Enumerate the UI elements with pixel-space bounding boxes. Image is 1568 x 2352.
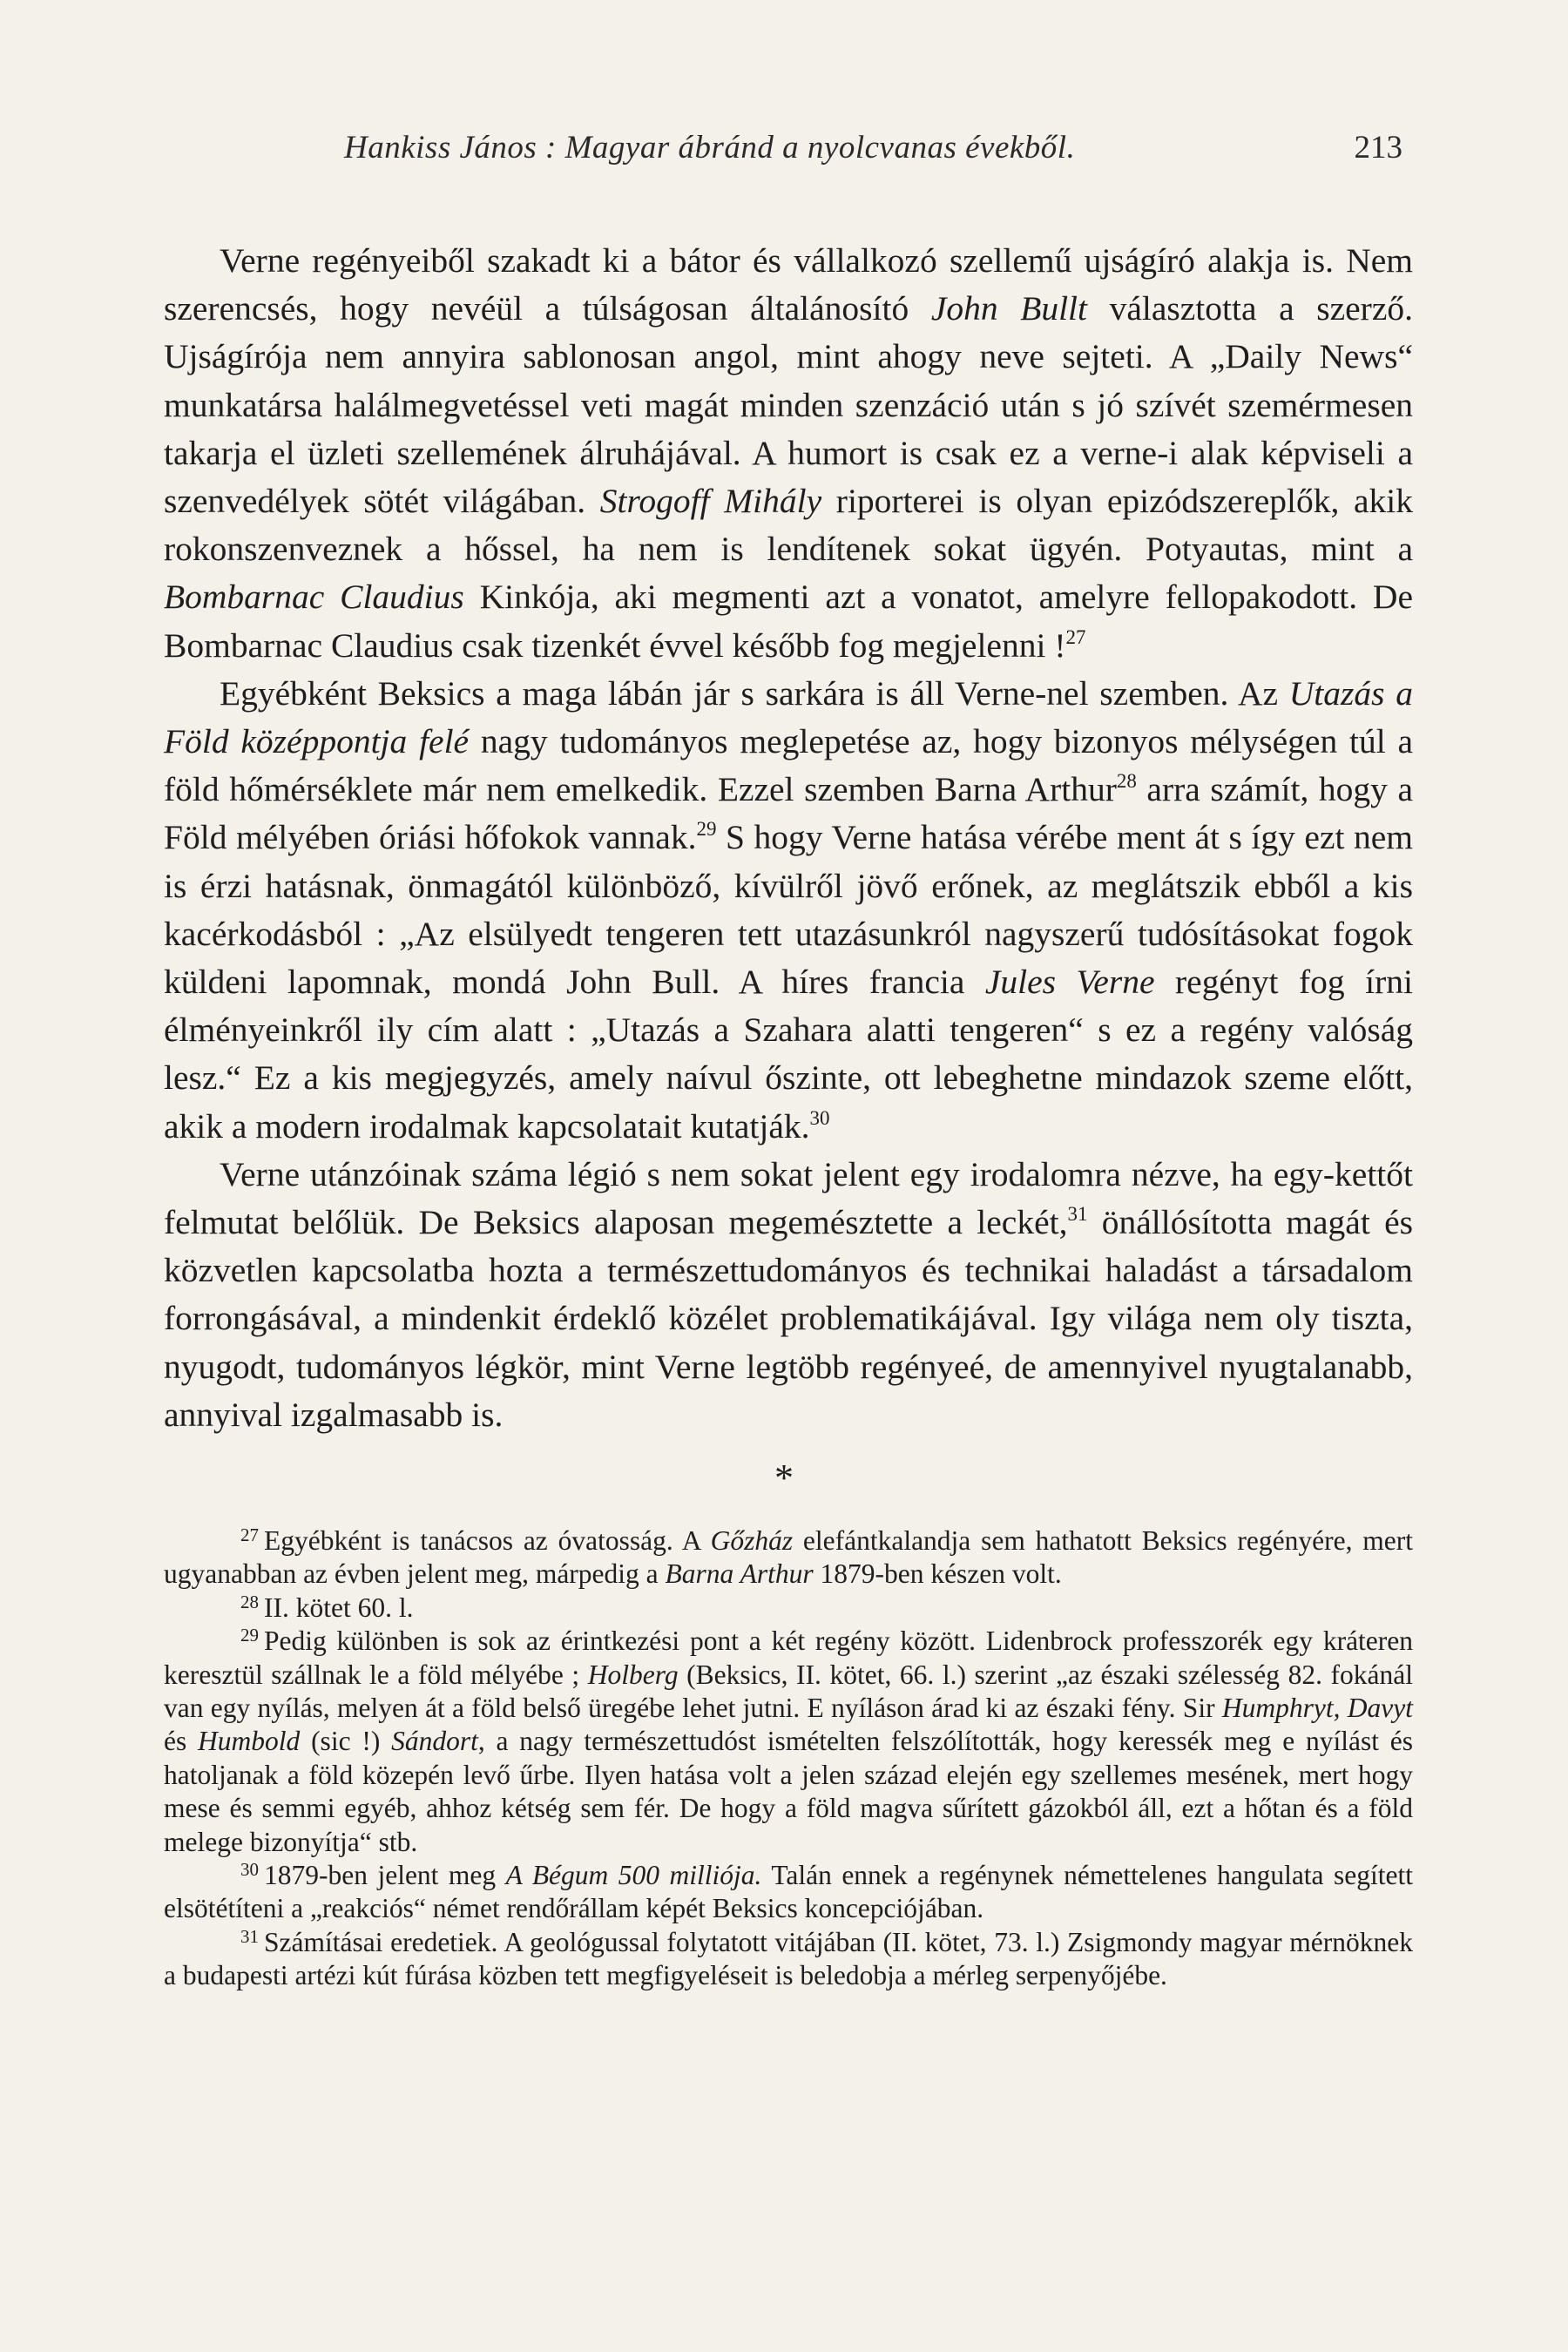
italic-name: Jules Verne xyxy=(984,963,1155,1002)
paragraph-1: Verne regényeiből szakadt ki a bátor és vállalkozó szellemű ujságíró alakja is. Nem szerencsés, hogy nevéül a túlságosan általánosító John Bullt választotta a szerző. Ujságírója nem annyira sablonosan angol, mint ahogy neve sejteti. A „Daily News“ munkatársa halálmegvetéssel veti magát minden szenzáció után s jó szívét szemérmesen takarja el üzleti szellemének álruhájával. A humort is csak ez a verne-i alak képviseli a szenvedélyek sötét világában. Strogoff Mihály riporterei is olyan epizódszereplők, akik rokonszenveznek a hőssel, ha nem is lendítenek sokat ügyén. Potyautas, mint a Bombarnac Claudius Kinkója, aki megmenti azt a vonatot, amelyre fellopakodott. De Bombarnac Claudius csak tizenkét évvel később fog megjelenni !$^{27}$ xyxy=(164,241,1413,665)
footnote-number: 31 xyxy=(240,1925,259,1947)
footnote-number: 29 xyxy=(240,1625,259,1646)
main-text xyxy=(164,237,1413,1439)
footnote-29: $^{29}$ Pedig különben is sok az érintkezési pont a két regény között. Lidenbrock professzorék egy kráteren keresztül szállnak le a föld mélyébe ; Holberg (Beksics, II. kötet, 66. l.) szerint „az északi szélesség 82. fokánál van egy nyílás, melyen át a föld belső üregébe lehet jutni. E nyíláson árad ki az északi fény. Sir Humphryt, Davyt és Humbold (sic !) Sándort, a nagy természettudóst ismételten felszólították, hogy keressék meg e nyílást és hatoljanak a föld közepén levő űrbe. Ilyen hatása volt a jelen század elején egy szellemes mesének, mert hogy mese és semmi egyéb, ahhoz kétség sem fér. De hogy a föld magva sűrített gázokból áll, ezt a hőtan és a föld melege bizonyítja“ stb. xyxy=(164,1625,1413,1857)
paragraph-3: Verne utánzóinak száma légió s nem sokat jelent egy irodalomra nézve, ha egy-kettőt felmutat belőlük. De Beksics alaposan megemésztette a leckét,$^{31}$ önállósította magát és közvetlen kapcsolatba hozta a természettudományos és technikai haladást a társadalom forrongásával, a mindenkit érdeklő közélet problematikájával. Igy világa nem oly tiszta, nyugodt, tudományos légkör, mint Verne legtöbb regényeé, de amennyivel nyugtalanabb, annyival izgalmasabb is. xyxy=(164,1154,1413,1434)
footnote-number: 30 xyxy=(240,1859,259,1881)
footnote-31: $^{31}$ Számításai eredetiek. A geológussal folytatott vitájában (II. kötet, 73. l.) Zsigmondy magyar mérnöknek a budapesti artézi kút fúrása közben tett megfigyeléseit is beledobja a mérleg serpenyőjébe. xyxy=(164,1925,1413,1991)
italic-title: Strogoff Mihály xyxy=(599,482,822,521)
running-title: Hankiss János : Magyar ábránd a nyolcvanas évekből. xyxy=(344,130,1076,166)
footnote-ref: 31 xyxy=(1067,1203,1088,1226)
footnote-ref: 29 xyxy=(696,818,717,841)
footnotes xyxy=(164,1524,1413,1993)
footnote-30: $^{30}$ 1879-ben jelent meg A Bégum 500 milliója. Talán ennek a regénynek némettelenes hangulata segített elsötétíteni a „reakciós“ német rendőrállam képét Beksics koncepciójában. xyxy=(164,1859,1413,1924)
footnote-28: $^{28}$ II. kötet 60. l. xyxy=(240,1591,414,1623)
italic-title: John Bullt xyxy=(930,289,1087,328)
italic-title: Bombarnac Claudius xyxy=(164,578,464,617)
footnote-number: 28 xyxy=(240,1591,259,1612)
footnote-ref: 30 xyxy=(809,1106,830,1129)
page-number: 213 xyxy=(1354,130,1402,166)
section-separator: * xyxy=(774,1456,794,1499)
paragraph-2: Egyébként Beksics a maga lábán jár s sarkára is áll Verne-nel szemben. Az Utazás a Föld középpontja felé nagy tudományos meglepetése az, hogy bizonyos mélységen túl a föld hőmérséklete már nem emelkedik. Ezzel szemben Barna Arthur$^{28}$ arra számít, hogy a Föld mélyében óriási hőfokok vannak.$^{29}$ S hogy Verne hatása vérébe ment át s így ezt nem is érzi hatásnak, önmagától különböző, kívülről jövő erőnek, az meglátszik ebből a kis kacérkodásból : „Az elsülyedt tengeren tett utazásunkról nagyszerű tudósításokat fogok küldeni lapomnak, mondá John Bull. A híres francia Jules Verne regényt fog írni élményeinkről ily cím alatt : „Utazás a Szahara alatti tengeren“ s ez a regény valóság lesz.“ Ez a kis megjegyzés, amely naívul őszinte, ott lebeghetne mindazok szeme előtt, akik a modern irodalmak kapcsolatait kutatják.$^{30}$ xyxy=(164,673,1414,1146)
footnote-27: $^{27}$ Egyébként is tanácsos az óvatosság. A Gőzház elefántkalandja sem hathatott Beksics regényére, mert ugyanabban az évben jelent meg, márpedig a Barna Arthur 1879-ben készen volt. xyxy=(164,1524,1413,1590)
footnote-number: 27 xyxy=(240,1524,259,1545)
footnote-ref: 27 xyxy=(1065,625,1086,648)
italic-title: Utazás a Föld középpontja felé xyxy=(164,673,1414,761)
footnote-ref: 28 xyxy=(1116,770,1137,793)
page-header xyxy=(344,129,1402,181)
